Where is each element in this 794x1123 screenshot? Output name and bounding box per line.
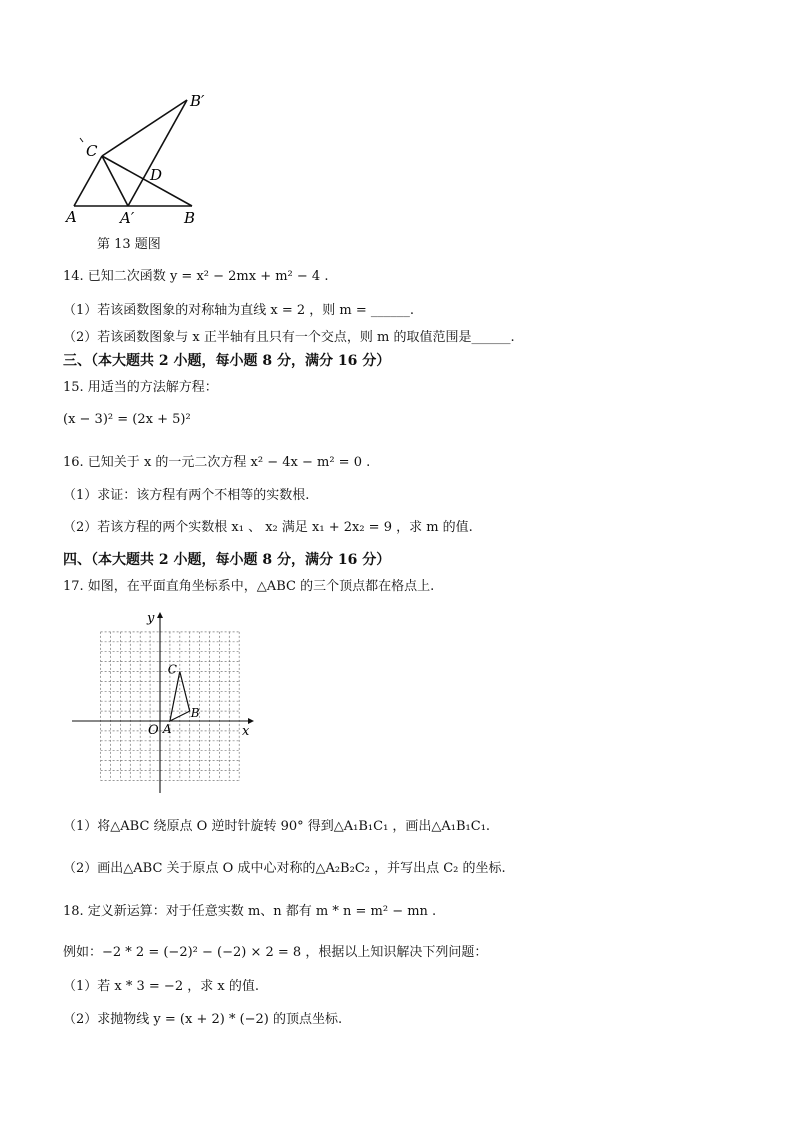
q14-part2: （2）若该函数图象与 x 正半轴有且只有一个交点，则 m 的取值范围是______. <box>63 330 515 345</box>
label-B: B <box>190 706 200 721</box>
segment-AC <box>74 156 102 206</box>
q14-stem: 14. 已知二次函数 y = x² − 2mx + m² − 4 . <box>63 269 329 284</box>
label-C: C <box>86 142 98 160</box>
label-x: x <box>242 724 250 739</box>
q14-part1: （1）若该函数图象的对称轴为直线 x = 2 ，则 m = ______. <box>63 303 415 318</box>
q18-example: 例如：−2 * 2 = (−2)² − (−2) × 2 = 8 ，根据以上知识解决下列问题： <box>63 945 488 960</box>
q17-part1: （1）将△ABC 绕原点 O 逆时针旋转 90° 得到△A₁B₁C₁ ，画出△A₁B₁C₁. <box>63 819 491 834</box>
label-O: O <box>148 723 159 738</box>
q17-stem: 17. 如图，在平面直角坐标系中，△ABC 的三个顶点都在格点上. <box>63 579 435 594</box>
label-A-prime: A′ <box>120 209 135 227</box>
y-axis-arrow <box>157 612 163 618</box>
q16-part1: （1）求证：该方程有两个不相等的实数根. <box>63 488 310 503</box>
label-B-prime: B′ <box>190 92 205 110</box>
q16-part2: （2）若该方程的两个实数根 x₁ 、 x₂ 满足 x₁ + 2x₂ = 9 ，求 m 的值. <box>63 520 473 535</box>
tick-mark <box>80 138 83 142</box>
q18-part1: （1）若 x * 3 = −2 ，求 x 的值. <box>63 979 259 994</box>
label-y: y <box>147 611 155 626</box>
q15-stem: 15. 用适当的方法解方程： <box>63 380 218 395</box>
label-A: A <box>162 722 172 736</box>
q18-stem: 18. 定义新运算：对于任意实数 m、n 都有 m * n = m² − mn . <box>63 904 437 919</box>
label-A: A <box>66 208 77 226</box>
section-3-title: 三、（本大题共 2 小题，每小题 8 分，满分 16 分） <box>63 353 391 369</box>
q18-part2: （2）求抛物线 y = (x + 2) * (−2) 的顶点坐标. <box>63 1012 343 1027</box>
q16-stem: 16. 已知关于 x 的一元二次方程 x² − 4x − m² = 0 . <box>63 455 371 470</box>
label-B: B <box>184 209 196 227</box>
section-4-title: 四、（本大题共 2 小题，每小题 8 分，满分 16 分） <box>63 552 391 568</box>
q17-part2: （2）画出△ABC 关于原点 O 成中心对称的△A₂B₂C₂ ，并写出点 C₂ 的坐标. <box>63 861 506 876</box>
segment-CB-prime <box>102 100 187 156</box>
label-C: C <box>167 662 177 677</box>
figure-13 <box>60 90 220 230</box>
figure-13-caption: 第 13 题图 <box>97 237 161 252</box>
label-D: D <box>150 166 163 184</box>
q15-equation: (x − 3)² = (2x + 5)² <box>63 412 191 427</box>
segment-A-prime-B-prime <box>128 100 187 206</box>
coordinate-grid <box>70 608 260 798</box>
